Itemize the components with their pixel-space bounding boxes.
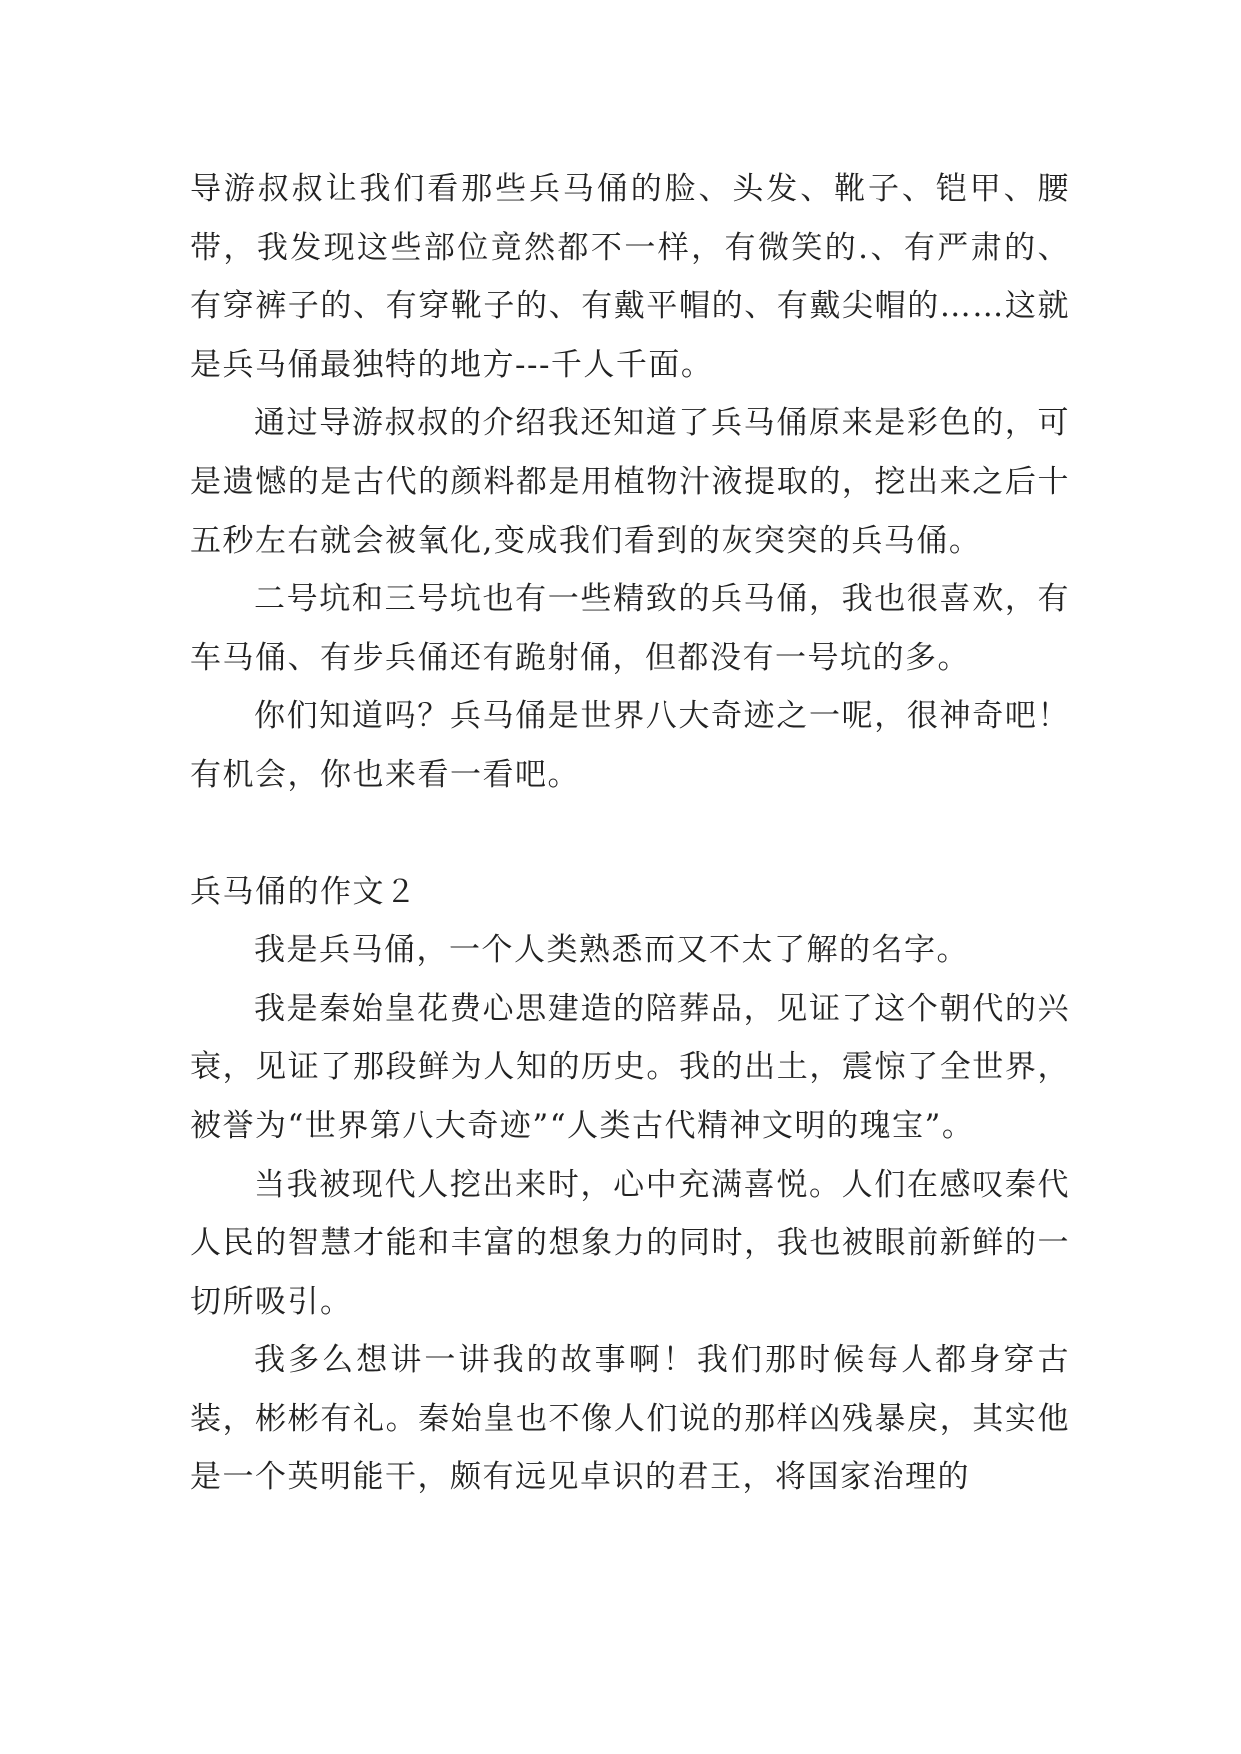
section-spacer — [190, 805, 1070, 863]
paragraph: 通过导游叔叔的介绍我还知道了兵马俑原来是彩色的，可是遗憾的是古代的颜料都是用植物汁液提取的，挖出来之后十五秒左右就会被氧化,变成我们看到的灰突突的兵马俑。 — [190, 405, 1070, 559]
paragraph: 当我被现代人挖出来时，心中充满喜悦。人们在感叹秦代人民的智慧才能和丰富的想象力的同时，我也被眼前新鲜的一切所吸引。 — [190, 1166, 1070, 1320]
paragraph: 我多么想讲一讲我的故事啊！我们那时候每人都身穿古装，彬彬有礼。秦始皇也不像人们说的那样凶残暴戾，其实他是一个英明能干，颇有远见卓识的君王，将国家治理的 — [190, 1342, 1070, 1496]
section-title: 兵马俑的作文２ — [190, 873, 418, 910]
paragraph: 我是兵马俑，一个人类熟悉而又不太了解的名字。 — [254, 932, 969, 969]
paragraph: 二号坑和三号坑也有一些精致的兵马俑，我也很喜欢，有车马俑、有步兵俑还有跪射俑，但都没有一号坑的多。 — [190, 581, 1070, 676]
paragraph: 你们知道吗？兵马俑是世界八大奇迹之一呢，很神奇吧！有机会，你也来看一看吧。 — [190, 698, 1070, 793]
paragraph-continued: 导游叔叔让我们看那些兵马俑的脸、头发、靴子、铠甲、腰带，我发现这些部位竟然都不一样，有微笑的.、有严肃的、有穿裤子的、有穿靴子的、有戴平帽的、有戴尖帽的……这就是兵马俑最独特的地方---千人千面。 — [190, 171, 1070, 383]
paragraph: 我是秦始皇花费心思建造的陪葬品，见证了这个朝代的兴衰，见证了那段鲜为人知的历史。我的出土，震惊了全世界，被誉为“世界第八大奇迹”“人类古代精神文明的瑰宝”。 — [190, 990, 1070, 1144]
document-body — [190, 160, 1070, 1507]
